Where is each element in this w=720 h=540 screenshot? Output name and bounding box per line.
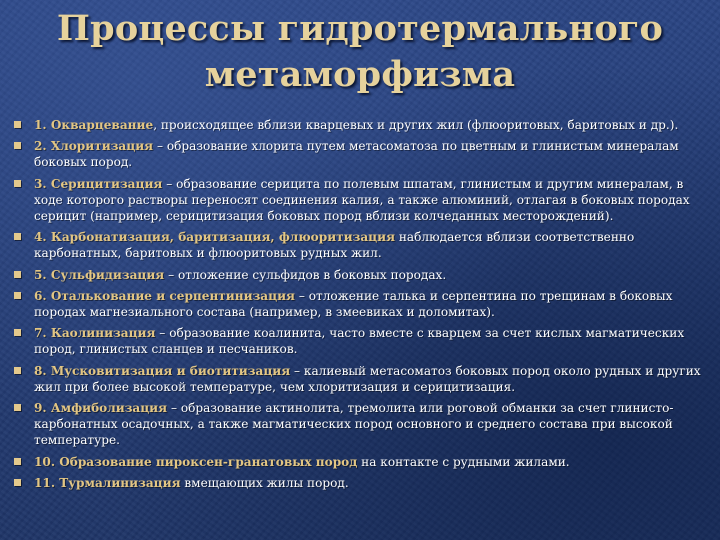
list-item	[12, 363, 714, 395]
square-bullet-icon	[14, 233, 21, 240]
slide-title	[20, 6, 700, 98]
item-term: 2. Хлоритизация	[34, 139, 154, 154]
list-item	[12, 475, 714, 491]
item-term: 3. Серицитизация	[34, 176, 163, 191]
item-term: 6. Оталькование и серпентинизация	[34, 288, 295, 303]
square-bullet-icon	[14, 271, 21, 278]
list-item	[12, 267, 714, 283]
slide-title-line-1: Процессы гидротермального	[56, 8, 664, 49]
square-bullet-icon	[14, 180, 21, 187]
square-bullet-icon	[14, 479, 21, 486]
item-term: 10. Образование пироксен-гранатовых пород	[34, 454, 358, 469]
item-text: – образование актинолита, тремолита или роговой обманки за счет глинисто-карбонатных осадочных, а также магматических пород основного и среднего состава при высокой температуре.	[34, 401, 674, 448]
list-item	[12, 138, 714, 170]
item-text: – отложение талька и серпентина по трещинам в боковых породах магнезиального состава (например, в змеевиках и доломитах).	[34, 288, 673, 320]
item-term: 5. Сульфидизация	[34, 267, 165, 282]
process-list	[12, 117, 714, 496]
square-bullet-icon	[14, 121, 21, 128]
item-text: – калиевый метасоматоз боковых пород около рудных и других жил при более высокой температуре, чем хлоритизация и серицитизация.	[34, 363, 701, 394]
list-item	[12, 288, 714, 320]
item-text: на контакте с рудными жилами.	[357, 454, 570, 469]
square-bullet-icon	[14, 142, 21, 149]
square-bullet-icon	[14, 292, 21, 299]
list-item	[12, 454, 714, 470]
item-text: – образование хлорита путем метасоматоза по цветным и глинистым минералам боковых пород.	[34, 139, 679, 170]
slide-title-line-2: метаморфизма	[204, 54, 516, 95]
list-item	[12, 229, 714, 261]
square-bullet-icon	[14, 367, 21, 374]
item-term: 4. Карбонатизация, баритизация, флюоритизация	[34, 230, 396, 245]
item-term: 7. Каолинизация	[34, 326, 156, 341]
item-text: – образование коалинита, часто вместе с кварцем за счет кислых магматических пород, глинистых сланцев и песчаников.	[34, 326, 685, 357]
item-term: 9. Амфиболизация	[34, 401, 168, 416]
list-item	[12, 176, 714, 225]
square-bullet-icon	[14, 404, 21, 411]
list-item	[12, 400, 714, 449]
item-text: – отложение сульфидов в боковых породах.	[164, 267, 447, 282]
list-item	[12, 325, 714, 357]
item-term: 8. Мусковитизация и биотитизация	[34, 363, 291, 378]
square-bullet-icon	[14, 458, 21, 465]
item-term: 1. Окварцевание	[34, 118, 154, 132]
item-text: – образование серицита по полевым шпатам, глинистым и другим минералам, в ходе которого растворы переносят соединения калия, а также алюминий, отлагая в боковых породах серицит (например, серицитизация боковых пород вблизи колчеданных месторождений).	[34, 176, 690, 224]
item-term: 11. Турмалинизация	[34, 475, 181, 490]
item-text: вмещающих жилы пород.	[180, 475, 349, 490]
square-bullet-icon	[14, 329, 21, 336]
list-item	[12, 117, 714, 133]
item-text: , происходящее вблизи кварцевых и других жил (флюоритовых, баритовых и др.).	[153, 118, 679, 132]
item-text: наблюдается вблизи соответственно карбонатных, баритовых и флюоритовых рудных жил.	[34, 230, 635, 261]
